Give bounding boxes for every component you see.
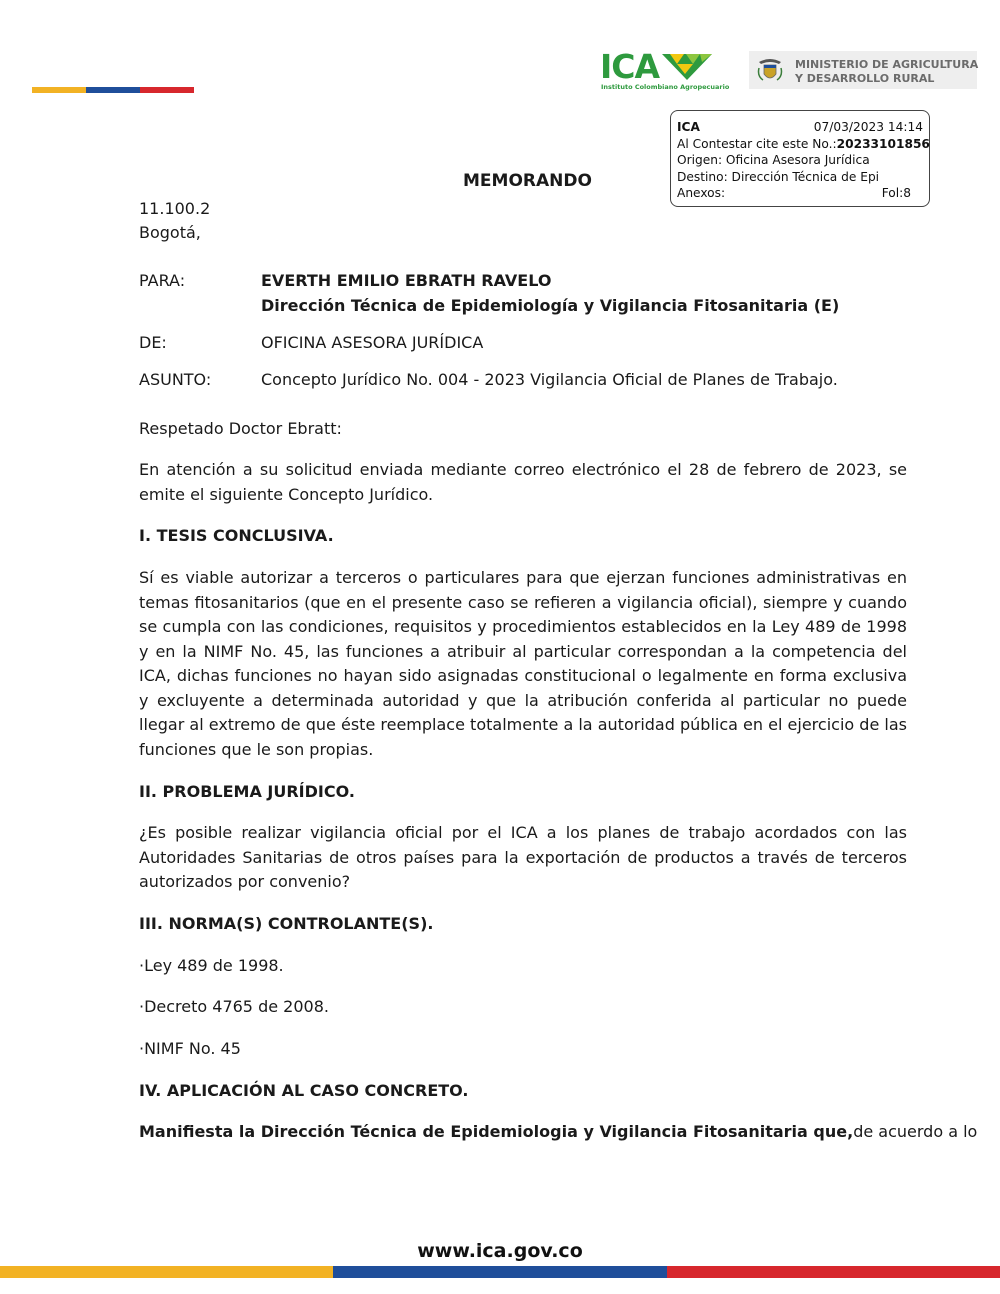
stamp-cite-number: 20233101856 <box>836 136 930 151</box>
section-2-heading: II. PROBLEMA JURÍDICO. <box>139 782 355 801</box>
section-4-body-rest: de acuerdo a lo <box>853 1122 978 1141</box>
stamp-folios: Fol:8 <box>881 186 911 200</box>
stamp-origen: Origen: Oficina Asesora Jurídica <box>677 153 870 167</box>
ministerio-name <box>795 58 978 86</box>
ica-logo <box>600 47 730 92</box>
section-4-heading: IV. APLICACIÓN AL CASO CONCRETO. <box>139 1081 469 1100</box>
norma-item: ·Decreto 4765 de 2008. <box>139 997 329 1016</box>
para-label: PARA: <box>139 271 186 290</box>
norma-item: ·Ley 489 de 1998. <box>139 956 284 975</box>
top-color-bar <box>32 87 194 93</box>
colombia-coat-of-arms-icon <box>755 56 785 84</box>
stamp-anexos: Anexos: <box>677 186 726 200</box>
ministerio-line2: Y DESARROLLO RURAL <box>795 72 935 85</box>
section-1-heading: I. TESIS CONCLUSIVA. <box>139 526 334 545</box>
footer-website: www.ica.gov.co <box>417 1240 583 1262</box>
stamp-datetime: 07/03/2023 14:14 <box>813 120 923 134</box>
para-name: EVERTH EMILIO EBRATH RAVELO <box>261 271 552 290</box>
asunto-label: ASUNTO: <box>139 370 212 389</box>
de-value: OFICINA ASESORA JURÍDICA <box>261 333 484 352</box>
ica-logo-subtitle: Instituto Colombiano Agropecuario <box>601 83 730 91</box>
norma-item: ·NIMF No. 45 <box>139 1039 241 1058</box>
bottom-color-bar <box>0 1266 1000 1278</box>
stamp-entity: ICA <box>677 120 700 134</box>
ica-logo-text: ICA <box>600 47 660 86</box>
stamp-destino: Destino: Dirección Técnica de Epi <box>677 169 880 184</box>
para-department: Dirección Técnica de Epidemiología y Vigilancia Fitosanitaria (E) <box>261 296 840 315</box>
section-4-body-bold: Manifiesta la Dirección Técnica de Epidemiologia y Vigilancia Fitosanitaria que, <box>139 1122 854 1141</box>
de-label: DE: <box>139 333 167 352</box>
ica-leaf-icon <box>662 52 712 82</box>
section-4-body <box>139 1120 978 1145</box>
section-3-heading: III. NORMA(S) CONTROLANTE(S). <box>139 914 434 933</box>
ministerio-logo <box>749 51 977 89</box>
memo-code: 11.100.2 <box>139 199 211 218</box>
stamp-cite-label: Al Contestar cite este No.: <box>677 136 837 151</box>
section-2-body: ¿Es posible realizar vigilancia oficial por el ICA a los planes de trabajo acordados con las Autoridades Sanitarias de otros países para la exportación de productos a través de terceros autorizados por convenio? <box>139 823 907 891</box>
asunto-value: Concepto Jurídico No. 004 - 2023 Vigilancia Oficial de Planes de Trabajo. <box>261 370 838 389</box>
radicado-stamp <box>670 110 930 207</box>
salutation: Respetado Doctor Ebratt: <box>139 419 342 438</box>
intro-paragraph: En atención a su solicitud enviada mediante correo electrónico el 28 de febrero de 2023, se emite el siguiente Concepto Jurídico. <box>139 460 907 504</box>
memo-city: Bogotá, <box>139 223 201 242</box>
ministerio-line1: MINISTERIO DE AGRICULTURA <box>795 58 979 71</box>
section-1-body: Sí es viable autorizar a terceros o particulares para que ejerzan funciones administrativas en temas fitosanitarios (que en el presente caso se refieren a vigilancia oficial), siempre y cuando se cumpla con las condiciones, requisitos y procedimientos establecidos en la Ley 489 de 1998 y en la NIMF No. 45, las funciones a atribuir al particular correspondan a la competencia del ICA, dichas funciones no hayan sido asignadas constitucional o legalmente en forma exclusiva y excluyente a determinada autoridad y que la atribución conferida al particular no puede llegar al extremo de que éste reemplace totalmente a la autoridad pública en el ejercicio de las funciones que le son propias. <box>139 568 907 759</box>
memo-title: MEMORANDO <box>463 171 592 191</box>
